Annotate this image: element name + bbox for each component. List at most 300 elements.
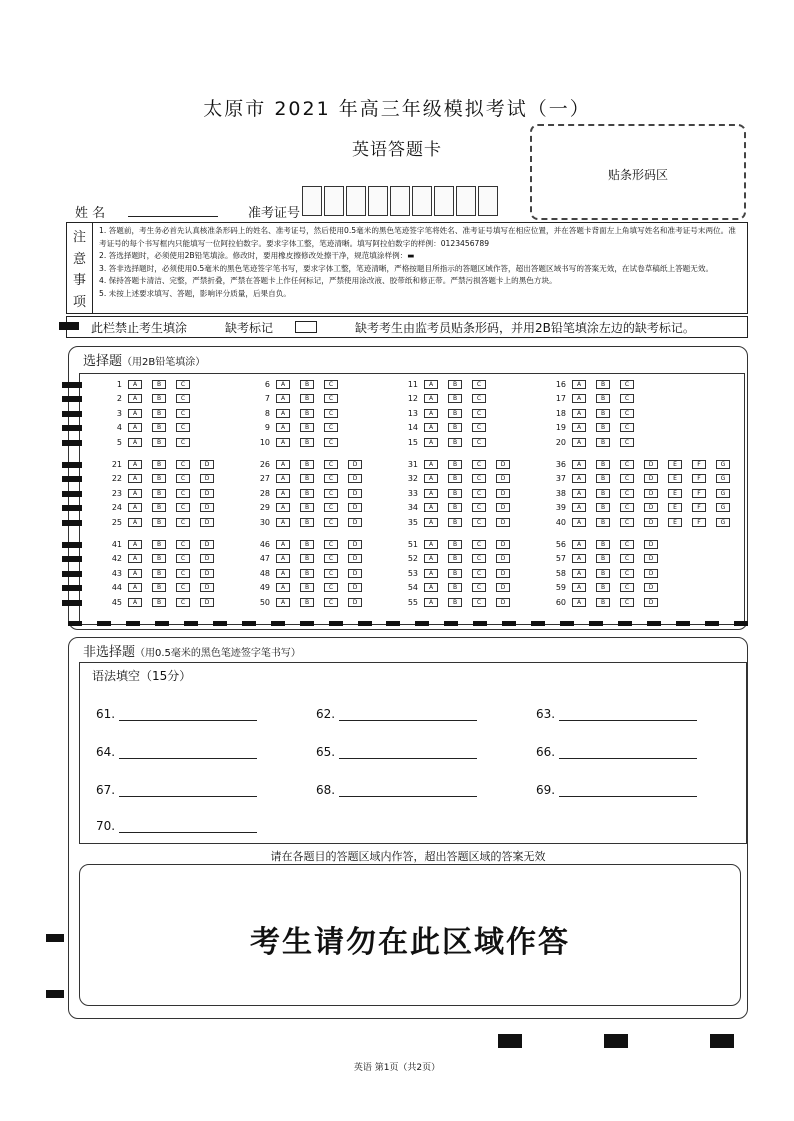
option-bubble-g[interactable]: G bbox=[716, 460, 730, 469]
blank-line[interactable] bbox=[559, 710, 697, 721]
option-bubble-a[interactable]: A bbox=[128, 503, 142, 512]
option-bubble-c[interactable]: C bbox=[324, 460, 338, 469]
option-bubble-g[interactable]: G bbox=[716, 503, 730, 512]
blank-line[interactable] bbox=[119, 710, 257, 721]
option-bubble-c[interactable]: C bbox=[176, 423, 190, 432]
option-bubble-d[interactable]: D bbox=[200, 569, 214, 578]
option-bubble-c[interactable]: C bbox=[176, 598, 190, 607]
option-bubble-c[interactable]: C bbox=[472, 409, 486, 418]
option-bubble-c[interactable]: C bbox=[620, 503, 634, 512]
option-bubble-b[interactable]: B bbox=[152, 409, 166, 418]
option-bubble-b[interactable]: B bbox=[300, 540, 314, 549]
option-bubble-b[interactable]: B bbox=[300, 583, 314, 592]
option-bubble-b[interactable]: B bbox=[152, 438, 166, 447]
option-bubble-c[interactable]: C bbox=[176, 540, 190, 549]
option-bubble-a[interactable]: A bbox=[128, 489, 142, 498]
timing-mark bbox=[62, 476, 82, 482]
option-bubble-b[interactable]: B bbox=[300, 474, 314, 483]
option-bubble-a[interactable]: A bbox=[424, 554, 438, 563]
option-bubble-c[interactable]: C bbox=[324, 474, 338, 483]
option-bubble-c[interactable]: C bbox=[176, 489, 190, 498]
option-bubble-c[interactable]: C bbox=[472, 423, 486, 432]
answer-area-warning: 请在各题目的答题区域内作答，超出答题区域的答案无效 bbox=[270, 850, 546, 863]
option-bubble-c[interactable]: C bbox=[620, 474, 634, 483]
question-number: 6 bbox=[264, 380, 270, 389]
option-bubble-b[interactable]: B bbox=[152, 503, 166, 512]
option-bubble-a[interactable]: A bbox=[276, 380, 290, 389]
option-bubble-a[interactable]: A bbox=[424, 394, 438, 403]
option-bubble-a[interactable]: A bbox=[424, 460, 438, 469]
question-3 bbox=[106, 409, 200, 418]
option-bubble-b[interactable]: B bbox=[596, 380, 610, 389]
question-number: 49 bbox=[259, 583, 270, 593]
option-bubble-d[interactable]: D bbox=[496, 503, 510, 512]
option-bubble-e[interactable]: E bbox=[668, 518, 682, 527]
option-bubble-a[interactable]: A bbox=[424, 598, 438, 607]
option-bubble-b[interactable]: B bbox=[448, 503, 462, 512]
option-bubble-a[interactable]: A bbox=[276, 460, 290, 469]
option-bubble-c[interactable]: C bbox=[620, 540, 634, 549]
question-number: 46 bbox=[259, 540, 270, 549]
option-bubble-d[interactable]: D bbox=[644, 598, 658, 607]
name-field[interactable] bbox=[128, 216, 218, 217]
option-bubble-a[interactable]: A bbox=[572, 554, 586, 563]
option-bubble-b[interactable]: B bbox=[300, 569, 314, 578]
option-bubble-b[interactable]: B bbox=[596, 474, 610, 483]
option-bubble-b[interactable]: B bbox=[300, 598, 314, 607]
option-bubble-d[interactable]: D bbox=[644, 569, 658, 578]
option-bubble-e[interactable]: E bbox=[668, 503, 682, 512]
option-bubble-b[interactable]: B bbox=[448, 394, 462, 403]
option-bubble-c[interactable]: C bbox=[620, 554, 634, 563]
question-4 bbox=[106, 423, 200, 432]
answer-blank[interactable] bbox=[96, 707, 257, 721]
blank-line[interactable] bbox=[119, 822, 257, 833]
option-bubble-d[interactable]: D bbox=[348, 503, 362, 512]
option-bubble-d[interactable]: D bbox=[200, 474, 214, 483]
question-57 bbox=[550, 554, 668, 563]
timing-dash bbox=[705, 621, 719, 626]
option-bubble-a[interactable]: A bbox=[128, 394, 142, 403]
option-bubble-b[interactable]: B bbox=[152, 583, 166, 592]
option-bubble-f[interactable]: F bbox=[692, 474, 706, 483]
option-bubble-c[interactable]: C bbox=[620, 394, 634, 403]
option-bubble-b[interactable]: B bbox=[448, 423, 462, 432]
option-bubble-a[interactable]: A bbox=[424, 540, 438, 549]
option-bubble-b[interactable]: B bbox=[448, 474, 462, 483]
option-bubble-c[interactable]: C bbox=[324, 503, 338, 512]
option-bubble-c[interactable]: C bbox=[176, 380, 190, 389]
id-digit-box[interactable] bbox=[456, 186, 476, 216]
option-bubble-a[interactable]: A bbox=[128, 423, 142, 432]
option-bubble-c[interactable]: C bbox=[472, 518, 486, 527]
question-number: 47 bbox=[259, 554, 270, 564]
option-bubble-a[interactable]: A bbox=[128, 554, 142, 563]
nonchoice-heading-text: 非选择题 bbox=[83, 645, 136, 660]
option-bubble-c[interactable]: C bbox=[620, 380, 634, 389]
option-bubble-e[interactable]: E bbox=[668, 489, 682, 498]
id-digit-box[interactable] bbox=[412, 186, 432, 216]
option-bubble-d[interactable]: D bbox=[348, 474, 362, 483]
id-digit-box[interactable] bbox=[390, 186, 410, 216]
option-bubble-c[interactable]: C bbox=[472, 583, 486, 592]
timing-mark bbox=[62, 571, 82, 577]
option-bubble-d[interactable]: D bbox=[496, 583, 510, 592]
option-bubble-c[interactable]: C bbox=[324, 423, 338, 432]
question-number: 4 bbox=[116, 423, 122, 433]
blank-line[interactable] bbox=[559, 748, 697, 759]
option-bubble-b[interactable]: B bbox=[448, 598, 462, 607]
option-bubble-a[interactable]: A bbox=[276, 394, 290, 403]
id-digit-box[interactable] bbox=[434, 186, 454, 216]
option-bubble-a[interactable]: A bbox=[128, 598, 142, 607]
option-bubble-b[interactable]: B bbox=[448, 489, 462, 498]
option-bubble-d[interactable]: D bbox=[496, 540, 510, 549]
option-bubble-d[interactable]: D bbox=[644, 554, 658, 563]
option-bubble-e[interactable]: E bbox=[668, 474, 682, 483]
option-bubble-b[interactable]: B bbox=[300, 438, 314, 447]
answer-blank[interactable] bbox=[96, 819, 257, 833]
option-bubble-d[interactable]: D bbox=[348, 540, 362, 549]
answer-blank[interactable] bbox=[96, 745, 257, 759]
option-bubble-c[interactable]: C bbox=[176, 394, 190, 403]
timing-mark bbox=[62, 542, 82, 548]
id-digit-box[interactable] bbox=[324, 186, 344, 216]
option-bubble-d[interactable]: D bbox=[496, 489, 510, 498]
option-bubble-a[interactable]: A bbox=[276, 554, 290, 563]
option-bubble-b[interactable]: B bbox=[596, 540, 610, 549]
option-bubble-d[interactable]: D bbox=[644, 503, 658, 512]
option-bubble-a[interactable]: A bbox=[572, 489, 586, 498]
option-bubble-a[interactable]: A bbox=[276, 474, 290, 483]
option-bubble-e[interactable]: E bbox=[668, 460, 682, 469]
question-number: 9 bbox=[264, 423, 270, 433]
question-number: 54 bbox=[407, 583, 418, 593]
option-bubble-a[interactable]: A bbox=[276, 409, 290, 418]
answer-blank[interactable] bbox=[316, 783, 477, 797]
option-bubble-c[interactable]: C bbox=[324, 438, 338, 447]
option-bubble-c[interactable]: C bbox=[324, 394, 338, 403]
timing-dash bbox=[126, 621, 140, 626]
option-bubble-a[interactable]: A bbox=[276, 583, 290, 592]
option-bubble-c[interactable]: C bbox=[324, 554, 338, 563]
question-49 bbox=[254, 583, 372, 592]
option-bubble-c[interactable]: C bbox=[472, 540, 486, 549]
option-bubble-a[interactable]: A bbox=[128, 518, 142, 527]
option-bubble-b[interactable]: B bbox=[152, 554, 166, 563]
option-bubble-a[interactable]: A bbox=[424, 423, 438, 432]
option-bubble-a[interactable]: A bbox=[424, 380, 438, 389]
option-bubble-b[interactable]: B bbox=[152, 518, 166, 527]
option-bubble-d[interactable]: D bbox=[348, 554, 362, 563]
answer-blank[interactable] bbox=[536, 783, 697, 797]
option-bubble-b[interactable]: B bbox=[596, 554, 610, 563]
option-bubble-c[interactable]: C bbox=[324, 540, 338, 549]
question-50 bbox=[254, 598, 372, 607]
option-bubble-d[interactable]: D bbox=[644, 518, 658, 527]
option-bubble-b[interactable]: B bbox=[152, 569, 166, 578]
option-bubble-b[interactable]: B bbox=[448, 460, 462, 469]
option-bubble-b[interactable]: B bbox=[300, 380, 314, 389]
blank-line[interactable] bbox=[119, 748, 257, 759]
option-bubble-c[interactable]: C bbox=[620, 460, 634, 469]
option-bubble-c[interactable]: C bbox=[324, 518, 338, 527]
option-bubble-a[interactable]: A bbox=[572, 598, 586, 607]
option-bubble-c[interactable]: C bbox=[472, 380, 486, 389]
option-bubble-c[interactable]: C bbox=[176, 438, 190, 447]
option-bubble-d[interactable]: D bbox=[496, 474, 510, 483]
option-bubble-d[interactable]: D bbox=[200, 518, 214, 527]
option-bubble-a[interactable]: A bbox=[424, 474, 438, 483]
answer-blank[interactable] bbox=[96, 783, 257, 797]
option-bubble-b[interactable]: B bbox=[152, 598, 166, 607]
option-bubble-c[interactable]: C bbox=[324, 583, 338, 592]
option-bubble-a[interactable]: A bbox=[572, 409, 586, 418]
option-bubble-d[interactable]: D bbox=[200, 554, 214, 563]
option-bubble-c[interactable]: C bbox=[472, 598, 486, 607]
option-bubble-d[interactable]: D bbox=[348, 583, 362, 592]
question-number: 18 bbox=[555, 408, 566, 418]
option-bubble-b[interactable]: B bbox=[152, 460, 166, 469]
option-bubble-c[interactable]: C bbox=[176, 409, 190, 418]
option-bubble-a[interactable]: A bbox=[276, 518, 290, 527]
question-number: 42 bbox=[111, 554, 122, 564]
option-bubble-a[interactable]: A bbox=[572, 503, 586, 512]
blank-line[interactable] bbox=[339, 786, 477, 797]
option-bubble-g[interactable]: G bbox=[716, 489, 730, 498]
option-bubble-b[interactable]: B bbox=[596, 583, 610, 592]
option-bubble-d[interactable]: D bbox=[644, 474, 658, 483]
option-bubble-b[interactable]: B bbox=[596, 460, 610, 469]
option-bubble-b[interactable]: B bbox=[300, 409, 314, 418]
answer-blank[interactable] bbox=[316, 745, 477, 759]
option-bubble-d[interactable]: D bbox=[644, 540, 658, 549]
option-bubble-f[interactable]: F bbox=[692, 489, 706, 498]
option-bubble-c[interactable]: C bbox=[620, 518, 634, 527]
option-bubble-b[interactable]: B bbox=[152, 380, 166, 389]
notice-item: 5. 未按上述要求填写、答题，影响评分质量，后果自负。 bbox=[99, 288, 291, 298]
option-bubble-b[interactable]: B bbox=[596, 409, 610, 418]
option-bubble-c[interactable]: C bbox=[472, 569, 486, 578]
option-bubble-b[interactable]: B bbox=[596, 598, 610, 607]
option-bubble-c[interactable]: C bbox=[176, 518, 190, 527]
option-bubble-a[interactable]: A bbox=[572, 583, 586, 592]
option-bubble-b[interactable]: B bbox=[596, 518, 610, 527]
option-bubble-d[interactable]: D bbox=[200, 598, 214, 607]
question-number: 56 bbox=[555, 540, 566, 549]
option-bubble-b[interactable]: B bbox=[448, 540, 462, 549]
option-bubble-b[interactable]: B bbox=[448, 583, 462, 592]
option-bubble-a[interactable]: A bbox=[276, 598, 290, 607]
option-bubble-b[interactable]: B bbox=[300, 489, 314, 498]
option-bubble-c[interactable]: C bbox=[620, 489, 634, 498]
id-number-boxes[interactable] bbox=[302, 186, 500, 216]
option-bubble-a[interactable]: A bbox=[424, 503, 438, 512]
absence-checkbox[interactable] bbox=[295, 321, 317, 333]
option-bubble-b[interactable]: B bbox=[300, 503, 314, 512]
answer-blank[interactable] bbox=[536, 745, 697, 759]
option-bubble-a[interactable]: A bbox=[572, 540, 586, 549]
id-digit-box[interactable] bbox=[302, 186, 322, 216]
option-bubble-a[interactable]: A bbox=[128, 438, 142, 447]
option-bubble-b[interactable]: B bbox=[596, 569, 610, 578]
option-bubble-b[interactable]: B bbox=[300, 460, 314, 469]
option-bubble-c[interactable]: C bbox=[472, 554, 486, 563]
option-bubble-d[interactable]: D bbox=[200, 460, 214, 469]
option-bubble-d[interactable]: D bbox=[200, 503, 214, 512]
option-bubble-d[interactable]: D bbox=[644, 489, 658, 498]
option-bubble-d[interactable]: D bbox=[496, 569, 510, 578]
option-bubble-c[interactable]: C bbox=[176, 474, 190, 483]
option-bubble-d[interactable]: D bbox=[200, 583, 214, 592]
option-bubble-f[interactable]: F bbox=[692, 503, 706, 512]
option-bubble-c[interactable]: C bbox=[324, 380, 338, 389]
question-8 bbox=[254, 409, 348, 418]
option-bubble-c[interactable]: C bbox=[472, 489, 486, 498]
option-bubble-b[interactable]: B bbox=[152, 423, 166, 432]
option-bubble-c[interactable]: C bbox=[620, 569, 634, 578]
option-bubble-c[interactable]: C bbox=[324, 489, 338, 498]
option-bubble-b[interactable]: B bbox=[448, 380, 462, 389]
option-bubble-c[interactable]: C bbox=[620, 438, 634, 447]
timing-dashes bbox=[68, 621, 748, 626]
option-bubble-a[interactable]: A bbox=[128, 540, 142, 549]
option-bubble-c[interactable]: C bbox=[620, 409, 634, 418]
option-bubble-c[interactable]: C bbox=[620, 598, 634, 607]
option-bubble-a[interactable]: A bbox=[572, 438, 586, 447]
option-bubble-c[interactable]: C bbox=[176, 583, 190, 592]
option-bubble-a[interactable]: A bbox=[424, 489, 438, 498]
option-bubble-c[interactable]: C bbox=[472, 394, 486, 403]
option-bubble-a[interactable]: A bbox=[128, 569, 142, 578]
option-bubble-a[interactable]: A bbox=[128, 380, 142, 389]
id-digit-box[interactable] bbox=[368, 186, 388, 216]
id-digit-box[interactable] bbox=[478, 186, 498, 216]
option-bubble-d[interactable]: D bbox=[348, 489, 362, 498]
option-bubble-a[interactable]: A bbox=[276, 423, 290, 432]
option-bubble-b[interactable]: B bbox=[448, 569, 462, 578]
option-bubble-d[interactable]: D bbox=[348, 598, 362, 607]
option-bubble-a[interactable]: A bbox=[572, 569, 586, 578]
option-bubble-b[interactable]: B bbox=[300, 394, 314, 403]
option-bubble-a[interactable]: A bbox=[572, 518, 586, 527]
option-bubble-b[interactable]: B bbox=[596, 423, 610, 432]
option-bubble-c[interactable]: C bbox=[620, 583, 634, 592]
question-26 bbox=[254, 460, 372, 469]
question-9 bbox=[254, 423, 348, 432]
option-bubble-d[interactable]: D bbox=[496, 554, 510, 563]
option-bubble-b[interactable]: B bbox=[596, 489, 610, 498]
option-bubble-f[interactable]: F bbox=[692, 460, 706, 469]
question-number: 27 bbox=[259, 474, 270, 484]
option-bubble-b[interactable]: B bbox=[300, 554, 314, 563]
question-number: 12 bbox=[407, 394, 418, 404]
option-bubble-a[interactable]: A bbox=[572, 380, 586, 389]
option-bubble-d[interactable]: D bbox=[348, 518, 362, 527]
option-bubble-b[interactable]: B bbox=[448, 554, 462, 563]
answer-blank[interactable] bbox=[316, 707, 477, 721]
blank-line[interactable] bbox=[119, 786, 257, 797]
option-bubble-c[interactable]: C bbox=[472, 474, 486, 483]
option-bubble-a[interactable]: A bbox=[572, 474, 586, 483]
option-bubble-b[interactable]: B bbox=[152, 394, 166, 403]
option-bubble-d[interactable]: D bbox=[496, 518, 510, 527]
option-bubble-b[interactable]: B bbox=[448, 518, 462, 527]
notice-char: 意 bbox=[72, 251, 86, 267]
question-number: 39 bbox=[555, 503, 566, 513]
option-bubble-a[interactable]: A bbox=[128, 409, 142, 418]
option-bubble-b[interactable]: B bbox=[448, 409, 462, 418]
option-bubble-b[interactable]: B bbox=[152, 540, 166, 549]
option-bubble-a[interactable]: A bbox=[424, 518, 438, 527]
option-bubble-b[interactable]: B bbox=[596, 438, 610, 447]
option-bubble-a[interactable]: A bbox=[276, 489, 290, 498]
blank-line[interactable] bbox=[339, 748, 477, 759]
option-bubble-b[interactable]: B bbox=[596, 503, 610, 512]
option-bubble-c[interactable]: C bbox=[324, 598, 338, 607]
option-bubble-d[interactable]: D bbox=[496, 598, 510, 607]
option-bubble-a[interactable]: A bbox=[572, 460, 586, 469]
option-bubble-g[interactable]: G bbox=[716, 474, 730, 483]
option-bubble-c[interactable]: C bbox=[620, 423, 634, 432]
question-number: 15 bbox=[407, 437, 418, 447]
option-bubble-a[interactable]: A bbox=[424, 583, 438, 592]
option-bubble-d[interactable]: D bbox=[348, 569, 362, 578]
option-bubble-a[interactable]: A bbox=[128, 583, 142, 592]
timing-mark bbox=[59, 322, 79, 330]
option-bubble-d[interactable]: D bbox=[200, 540, 214, 549]
option-bubble-c[interactable]: C bbox=[324, 569, 338, 578]
option-bubble-b[interactable]: B bbox=[448, 438, 462, 447]
option-bubble-a[interactable]: A bbox=[572, 423, 586, 432]
option-bubble-a[interactable]: A bbox=[424, 569, 438, 578]
option-bubble-a[interactable]: A bbox=[572, 394, 586, 403]
option-bubble-d[interactable]: D bbox=[496, 460, 510, 469]
option-bubble-c[interactable]: C bbox=[472, 438, 486, 447]
option-bubble-b[interactable]: B bbox=[300, 423, 314, 432]
option-bubble-a[interactable]: A bbox=[128, 474, 142, 483]
option-bubble-a[interactable]: A bbox=[276, 503, 290, 512]
option-bubble-c[interactable]: C bbox=[176, 460, 190, 469]
option-bubble-b[interactable]: B bbox=[152, 489, 166, 498]
option-bubble-b[interactable]: B bbox=[300, 518, 314, 527]
option-bubble-d[interactable]: D bbox=[200, 489, 214, 498]
option-bubble-b[interactable]: B bbox=[152, 474, 166, 483]
option-bubble-g[interactable]: G bbox=[716, 518, 730, 527]
id-digit-box[interactable] bbox=[346, 186, 366, 216]
option-bubble-d[interactable]: D bbox=[644, 583, 658, 592]
option-bubble-b[interactable]: B bbox=[596, 394, 610, 403]
option-bubble-a[interactable]: A bbox=[128, 460, 142, 469]
option-bubble-f[interactable]: F bbox=[692, 518, 706, 527]
blank-line[interactable] bbox=[559, 786, 697, 797]
option-bubble-c[interactable]: C bbox=[176, 569, 190, 578]
option-bubble-a[interactable]: A bbox=[276, 569, 290, 578]
option-bubble-d[interactable]: D bbox=[348, 460, 362, 469]
option-bubble-a[interactable]: A bbox=[276, 438, 290, 447]
answer-blank[interactable] bbox=[536, 707, 697, 721]
option-bubble-c[interactable]: C bbox=[176, 554, 190, 563]
option-bubble-a[interactable]: A bbox=[276, 540, 290, 549]
option-bubble-c[interactable]: C bbox=[472, 460, 486, 469]
option-bubble-c[interactable]: C bbox=[324, 409, 338, 418]
option-bubble-c[interactable]: C bbox=[176, 503, 190, 512]
option-bubble-c[interactable]: C bbox=[472, 503, 486, 512]
blank-line[interactable] bbox=[339, 710, 477, 721]
option-bubble-a[interactable]: A bbox=[424, 438, 438, 447]
option-bubble-a[interactable]: A bbox=[424, 409, 438, 418]
option-bubble-d[interactable]: D bbox=[644, 460, 658, 469]
